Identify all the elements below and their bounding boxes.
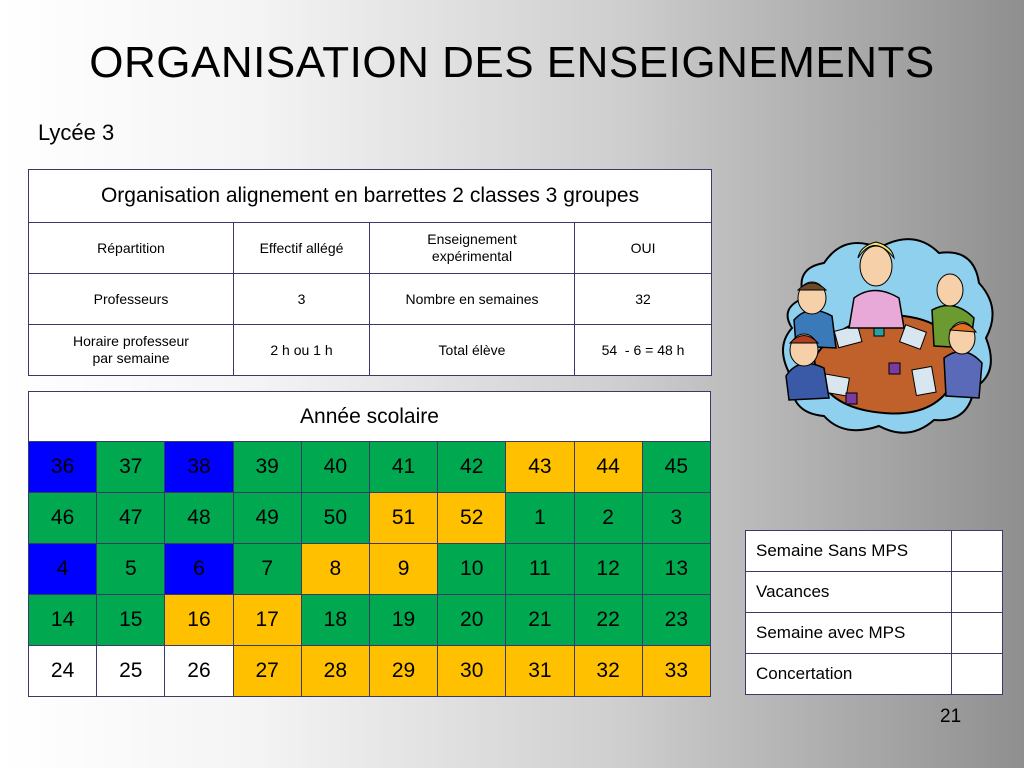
table-cell: 32 (575, 274, 712, 325)
legend-row (746, 531, 1003, 572)
week-cell: 33 (642, 646, 710, 697)
table-cell: Répartition (29, 223, 234, 274)
week-cell: 43 (506, 442, 574, 493)
table-row (29, 274, 712, 325)
table-row (29, 325, 712, 376)
week-cell: 49 (233, 493, 301, 544)
week-cell: 45 (642, 442, 710, 493)
annee-header: Année scolaire (29, 392, 711, 442)
legend-row (746, 654, 1003, 695)
legend-label: Concertation (746, 654, 952, 695)
week-cell: 16 (165, 595, 233, 646)
week-cell: 51 (369, 493, 437, 544)
legend-label: Semaine avec MPS (746, 613, 952, 654)
week-cell: 21 (506, 595, 574, 646)
week-cell: 1 (506, 493, 574, 544)
week-cell: 24 (29, 646, 97, 697)
legend-label: Semaine Sans MPS (746, 531, 952, 572)
week-cell: 3 (642, 493, 710, 544)
week-cell: 37 (97, 442, 165, 493)
table-cell: Professeurs (29, 274, 234, 325)
week-cell: 9 (369, 544, 437, 595)
week-cell: 31 (506, 646, 574, 697)
week-cell: 26 (165, 646, 233, 697)
legend-table (745, 530, 1003, 695)
week-cell: 32 (574, 646, 642, 697)
legend-swatch (952, 613, 1003, 654)
week-cell: 11 (506, 544, 574, 595)
table-cell: 2 h ou 1 h (234, 325, 370, 376)
legend-swatch (952, 572, 1003, 613)
table-cell: Enseignement expérimental (370, 223, 575, 274)
slide-subtitle: Lycée 3 (38, 120, 115, 145)
week-cell: 10 (438, 544, 506, 595)
week-cell: 19 (369, 595, 437, 646)
table-row (29, 595, 711, 646)
week-cell: 39 (233, 442, 301, 493)
annee-scolaire-table (28, 391, 711, 697)
legend-swatch (952, 654, 1003, 695)
week-cell: 4 (29, 544, 97, 595)
organisation-table (28, 169, 712, 376)
table-cell: OUI (575, 223, 712, 274)
week-cell: 46 (29, 493, 97, 544)
week-cell: 6 (165, 544, 233, 595)
table-row (29, 223, 712, 274)
table-row (29, 442, 711, 493)
table-cell: Total élève (370, 325, 575, 376)
week-grid (29, 442, 711, 697)
organisation-header: Organisation alignement en barrettes 2 classes 3 groupes (29, 170, 712, 223)
week-cell: 29 (369, 646, 437, 697)
week-cell: 36 (29, 442, 97, 493)
legend-swatch (952, 531, 1003, 572)
week-cell: 8 (301, 544, 369, 595)
week-cell: 52 (438, 493, 506, 544)
week-cell: 27 (233, 646, 301, 697)
week-cell: 28 (301, 646, 369, 697)
week-cell: 25 (97, 646, 165, 697)
table-cell: Effectif allégé (234, 223, 370, 274)
week-cell: 2 (574, 493, 642, 544)
week-cell: 7 (233, 544, 301, 595)
legend-row (746, 613, 1003, 654)
legend-row (746, 572, 1003, 613)
week-cell: 22 (574, 595, 642, 646)
week-cell: 20 (438, 595, 506, 646)
page-number: 21 (940, 706, 962, 727)
week-cell: 13 (642, 544, 710, 595)
table-row (29, 493, 711, 544)
week-cell: 23 (642, 595, 710, 646)
table-cell: 54 - 6 = 48 h (575, 325, 712, 376)
week-cell: 44 (574, 442, 642, 493)
week-cell: 40 (301, 442, 369, 493)
week-cell: 12 (574, 544, 642, 595)
week-cell: 30 (438, 646, 506, 697)
week-cell: 48 (165, 493, 233, 544)
week-cell: 15 (97, 595, 165, 646)
week-cell: 47 (97, 493, 165, 544)
week-cell: 18 (301, 595, 369, 646)
week-cell: 50 (301, 493, 369, 544)
week-cell: 41 (369, 442, 437, 493)
week-cell: 5 (97, 544, 165, 595)
table-row (29, 544, 711, 595)
week-cell: 38 (165, 442, 233, 493)
table-cell: Horaire professeur par semaine (29, 325, 234, 376)
week-cell: 42 (438, 442, 506, 493)
legend-label: Vacances (746, 572, 952, 613)
week-cell: 14 (29, 595, 97, 646)
slide-title: ORGANISATION DES ENSEIGNEMENTS (89, 38, 935, 87)
table-row (29, 646, 711, 697)
table-cell: 3 (234, 274, 370, 325)
week-cell: 17 (233, 595, 301, 646)
meeting-clipart (774, 228, 1000, 442)
table-cell: Nombre en semaines (370, 274, 575, 325)
